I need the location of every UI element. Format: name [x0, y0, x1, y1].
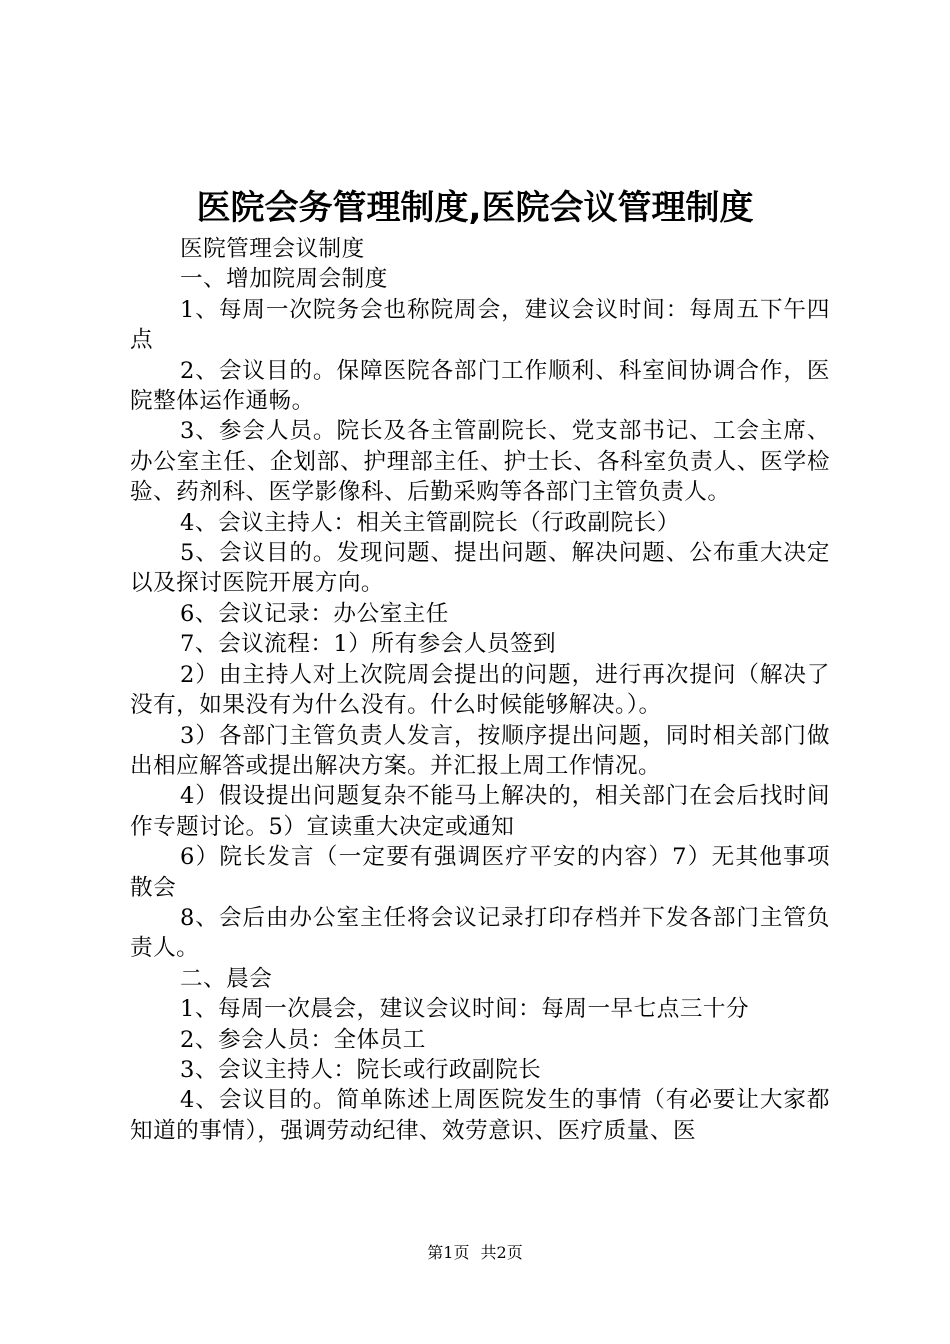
page-footer [0, 1243, 950, 1263]
paragraph: 医院管理会议制度 [180, 236, 365, 262]
paragraph: 7、会议流程：1）所有参会人员签到 [180, 631, 557, 658]
paragraph: 3、参会人员。院长及各主管副院长、党支部书记、工会主席、办公室主任、企划部、护理部主任、护士长、各科室负责人、医学检验、药剂科、医学影像科、后勤采购等各部门主管负责人。 [130, 418, 830, 506]
paragraph: 3、会议主持人：院长或行政副院长 [180, 1056, 542, 1083]
section-heading: 一、增加院周会制度 [180, 266, 388, 293]
paragraph: 6）院长发言（一定要有强调医疗平安的内容）7）无其他事项散会 [130, 844, 830, 901]
paragraph: 1、每周一次院务会也称院周会，建议会议时间：每周五下午四点 [130, 296, 830, 354]
paragraph: 1、每周一次晨会，建议会议时间：每周一早七点三十分 [180, 996, 750, 1023]
paragraph: 4、会议目的。简单陈述上周医院发生的事情（有必要让大家都知道的事情），强调劳动纪律、效劳意识、医疗质量、医 [130, 1087, 830, 1144]
paragraph: 4、会议主持人：相关主管副院长（行政副院长） [180, 509, 680, 536]
page-number: 第1页 [427, 1243, 470, 1262]
paragraph: 2）由主持人对上次院周会提出的问题，进行再次提问（解决了没有，如果没有为什么没有。什么时候能够解决。）。 [130, 661, 830, 719]
document-body [130, 234, 830, 1146]
paragraph: 8、会后由办公室主任将会议记录打印存档并下发各部门主管负责人。 [130, 904, 830, 962]
document-title: 医院会务管理制度,医院会议管理制度 [196, 188, 754, 228]
paragraph: 2、参会人员：全体员工 [180, 1026, 426, 1053]
paragraph: 2、会议目的。保障医院各部门工作顺利、科室间协调合作，医院整体运作通畅。 [130, 357, 830, 415]
paragraph: 3）各部门主管负责人发言，按顺序提出问题，同时相关部门做出相应解答或提出解决方案。并汇报上周工作情况。 [130, 722, 830, 779]
paragraph: 5、会议目的。发现问题、提出问题、解决问题、公布重大决定以及探讨医院开展方向。 [130, 540, 830, 597]
section-heading: 二、晨会 [180, 965, 273, 992]
paragraph: 4）假设提出问题复杂不能马上解决的，相关部门在会后找时间作专题讨论。5）宣读重大决定或通知 [130, 783, 830, 840]
paragraph: 6、会议记录：办公室主任 [180, 600, 449, 627]
page-total: 共2页 [480, 1243, 523, 1262]
